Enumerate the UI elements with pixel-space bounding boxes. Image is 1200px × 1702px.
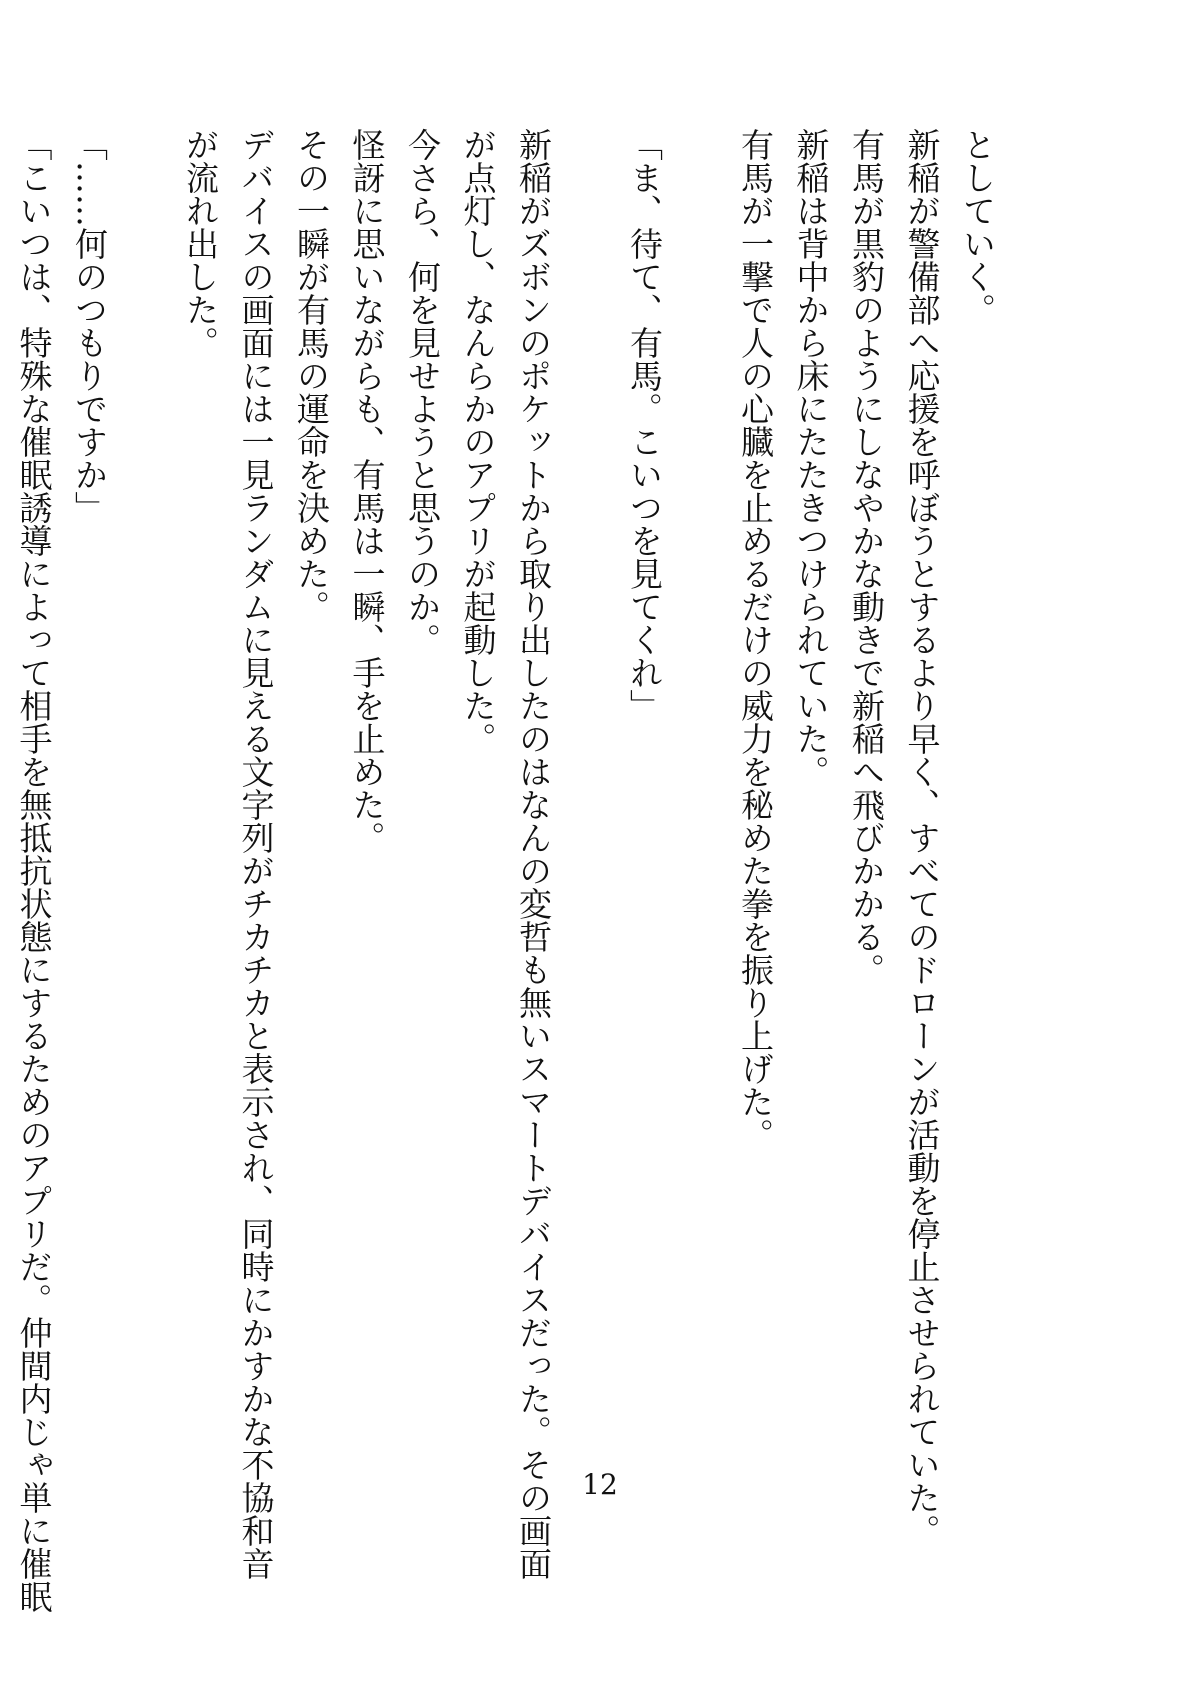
dialogue-line: 「ま、待て、有馬。こいつを見てくれ」 — [625, 128, 664, 722]
text-line: その一瞬が有馬の運命を決めた。 — [292, 128, 331, 623]
text-line: が点灯し、なんらかのアプリが起動した。 — [458, 128, 498, 755]
text-line: 新稲が警備部へ応援を呼ぼうとするより早く、すべてのドローンが活動を停止させられていた。 — [902, 128, 942, 1547]
dialogue-line: 「こいつは、特殊な催眠誘導によって相手を無抵抗状態にするためのアプリだ。仲間内じゃ単に催眠 — [14, 128, 54, 1613]
blank-line — [672, 128, 728, 1368]
text-line: 新稲がズボンのポケットから取り出したのはなんの変哲も無いスマートデバイスだった。その画面 — [514, 128, 553, 1580]
blank-line — [117, 128, 173, 1368]
text-line: 有馬が黒豹のようにしなやかな動きで新稲へ飛びかかる。 — [847, 128, 886, 986]
text-line: デバイスの画面には一見ランダムに見える文字列がチカチカと表示され、同時にかすかな不協和音 — [236, 128, 276, 1580]
page-number: 12 — [582, 1468, 618, 1501]
blank-line — [561, 128, 617, 1368]
text-line: としていく。 — [958, 128, 997, 326]
text-line: が流れ出した。 — [181, 128, 220, 359]
text-line: 怪訝に思いながらも、有馬は一瞬、手を止めた。 — [347, 128, 387, 854]
dialogue-line: 「……何のつもりですか」 — [70, 128, 109, 524]
text-line: 有馬が一撃で人の心臓を止めるだけの威力を秘めた拳を振り上げた。 — [736, 128, 775, 1151]
text-line: 今さら、何を見せようと思うのか。 — [403, 128, 442, 656]
text-line: 新稲は背中から床にたたきつけられていた。 — [791, 128, 831, 788]
